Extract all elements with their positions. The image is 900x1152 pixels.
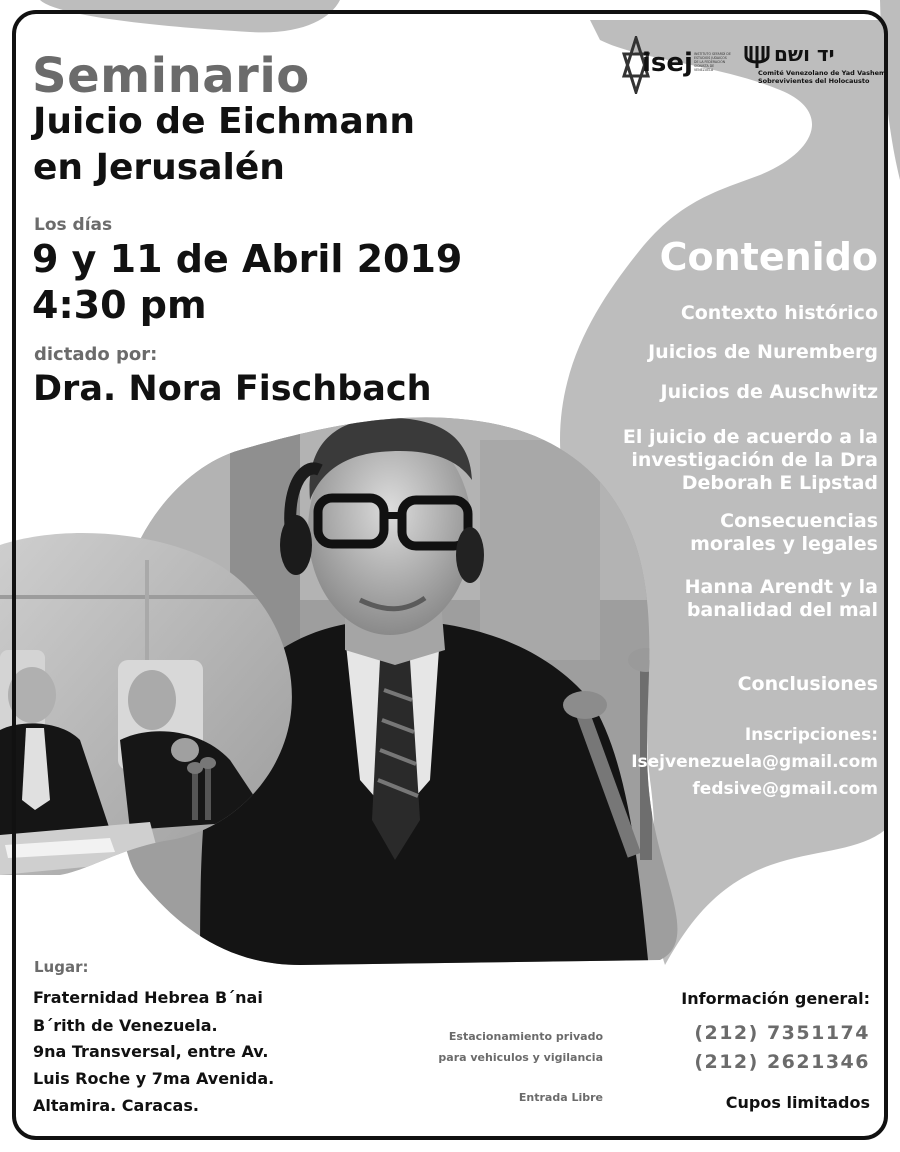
speaker-label: dictado por: (34, 344, 158, 365)
parking-line-1: Estacionamiento privado (448, 1030, 603, 1043)
contenido-item: Consecuencias morales y legales (690, 510, 878, 555)
lugar-line: B´rith de Venezuela. (33, 1016, 218, 1035)
lugar-line: Altamira. Caracas. (33, 1096, 199, 1115)
isej-logo-subtext: INSTITUTO SEFARDÍ DE ESTUDIOS JUDAICOS DE LA FEDERACIÓN SIONISTA DE VENEZUELA (694, 52, 731, 72)
lugar-line: Luis Roche y 7ma Avenida. (33, 1069, 275, 1088)
lugar-label: Lugar: (34, 958, 89, 976)
cupos-limitados: Cupos limitados (725, 1093, 870, 1112)
contenido-item: El juicio de acuerdo a la investigación de la Dra Deborah E Lipstad (622, 426, 878, 494)
menorah-icon (744, 44, 770, 70)
dates-label: Los días (34, 215, 113, 235)
contenido-item: Juicios de Auschwitz (660, 381, 878, 403)
yad-vashem-hebrew: יד ושם (774, 42, 835, 66)
parking-line-2: para vehiculos y vigilancia (438, 1051, 603, 1064)
inscripciones-label: Inscripciones: (744, 725, 878, 745)
title-line-1: Juicio de Eichmann (33, 101, 415, 142)
yad-vashem-line2: Sobrevivientes del Holocausto (758, 77, 870, 85)
yad-vashem-logo (744, 44, 884, 84)
info-phone-2: (212) 2621346 (694, 1051, 870, 1073)
contenido-item: Hanna Arendt y la banalidad del mal (684, 576, 878, 621)
title-line-2: en Jerusalén (33, 147, 285, 188)
seminar-kicker: Seminario (32, 48, 310, 104)
info-phone-1: (212) 7351174 (694, 1022, 870, 1044)
contenido-heading: Contenido (659, 235, 878, 279)
isej-logo (622, 36, 732, 94)
contenido-item: Juicios de Nuremberg (648, 341, 878, 363)
contenido-item: Contexto histórico (680, 302, 878, 324)
inscripciones-email-1[interactable]: Isejvenezuela@gmail.com (631, 752, 878, 772)
event-dates: 9 y 11 de Abril 2019 (32, 237, 463, 281)
inscripciones-email-2[interactable]: fedsive@gmail.com (692, 779, 878, 799)
event-time: 4:30 pm (32, 283, 207, 327)
isej-logo-text: isej (642, 48, 693, 78)
yad-vashem-line1: Comité Venezolano de Yad Vashem (758, 69, 886, 77)
speaker-name: Dra. Nora Fischbach (33, 369, 432, 409)
info-label: Información general: (681, 989, 870, 1008)
contenido-item: Conclusiones (737, 673, 878, 695)
lugar-line: Fraternidad Hebrea B´nai (33, 988, 263, 1007)
top-left-blob (40, 0, 340, 32)
entrada-libre: Entrada Libre (518, 1091, 603, 1104)
lugar-line: 9na Transversal, entre Av. (33, 1042, 269, 1061)
